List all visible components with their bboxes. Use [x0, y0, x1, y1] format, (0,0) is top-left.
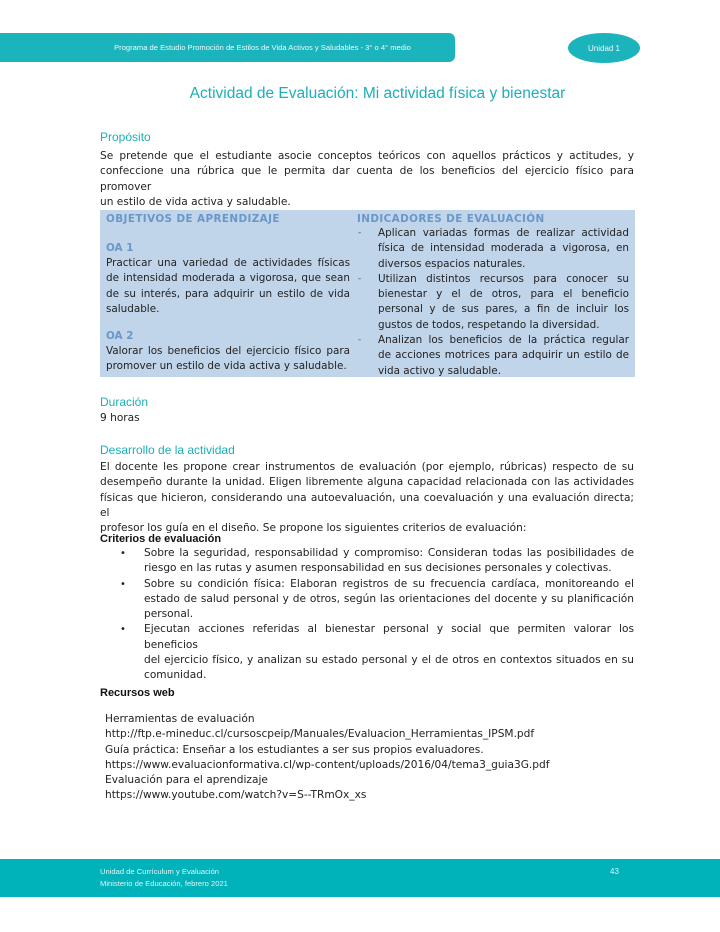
- text-line: estado de salud personal y de otros, según las orientaciones del docente y su planificación: [144, 592, 634, 605]
- criterios-list: [100, 546, 634, 684]
- proposito-text: [100, 149, 634, 210]
- desarrollo-heading: Desarrollo de la actividad: [100, 443, 235, 457]
- text-line: profesor los guía en el diseño. Se propone los siguientes criterios de evaluación:: [100, 522, 527, 535]
- proposito-heading: Propósito: [100, 130, 151, 144]
- criterion-item: [100, 546, 634, 577]
- bullet-icon: •: [120, 548, 126, 559]
- bullet-icon: •: [120, 624, 126, 636]
- oa-text: [106, 344, 350, 375]
- duracion-value: 9 horas: [100, 412, 140, 424]
- criterios-heading: Criterios de evaluación: [100, 533, 222, 545]
- text-line: Se pretende que el estudiante asocie conceptos teóricos con aquellos prácticos y actitudes, y: [100, 150, 634, 162]
- text-line: comunidad.: [144, 669, 207, 682]
- text-line: desempeño durante la unidad. Eligen libremente alguna capacidad relacionada con las actividades: [100, 476, 634, 489]
- indicator-item: [357, 226, 629, 272]
- duracion-heading: Duración: [100, 395, 149, 409]
- indicators-heading: INDICADORES DE EVALUACIÓN: [357, 213, 545, 225]
- footer-text: [100, 866, 228, 890]
- text-line: riesgo en las rutas y asumen responsabilidad en sus decisiones personales y colectivas.: [144, 562, 612, 575]
- desarrollo-text: [100, 460, 634, 536]
- footer-band: [0, 859, 720, 897]
- text-line: saludable.: [106, 302, 160, 315]
- text-line: Valorar los beneficios del ejercicio físico para: [106, 345, 350, 358]
- recursos-heading: Recursos web: [100, 687, 175, 699]
- text-line: del ejercicio físico, y analizan su estado personal y el de otros en contextos situados en su: [144, 654, 634, 667]
- text-line: físicas que hicieron, considerando una autoevaluación, una coevaluación y una evaluación directa; el: [100, 491, 634, 519]
- program-header-band: [0, 33, 455, 62]
- text-line: un estilo de vida activa y saludable.: [100, 195, 291, 208]
- resource-link[interactable]: http://ftp.e-mineduc.cl/cursoscpeip/Manuales/Evaluacion_Herramientas_IPSM.pdf: [105, 728, 535, 741]
- oa-label: OA 1: [106, 242, 134, 254]
- dash-marker: -: [358, 273, 362, 284]
- text-line: de acciones motrices para adquirir un estilo de: [378, 349, 629, 362]
- text-line: vida activo y saludable.: [378, 364, 501, 377]
- text-line: de su interés, para adquirir un estilo de vida: [106, 287, 350, 300]
- text-line: Sobre su condición física: Elaboran registros de su frecuencia cardíaca, monitoreando el: [144, 577, 634, 590]
- text-line: gustos de todos, respetando la diversidad.: [378, 318, 600, 331]
- program-title: Programa de Estudio Promoción de Estilos de Vida Activos y Saludables - 3° o 4° medio: [114, 43, 411, 52]
- text-line: El docente les propone crear instrumentos de evaluación (por ejemplo, rúbricas) respecto de su: [100, 461, 634, 473]
- text-line: Analizan los beneficios de la práctica regular: [378, 334, 629, 347]
- dash-marker: -: [358, 335, 362, 346]
- text-line: promover un estilo de vida activa y saludable.: [106, 360, 347, 373]
- resource-link[interactable]: https://www.evaluacionformativa.cl/wp-content/uploads/2016/04/tema3_guia3G.pdf: [105, 758, 550, 771]
- text-line: de intensidad moderada a vigorosa, que sean: [106, 272, 350, 285]
- text-line: bienestar y el de otros, para el beneficio: [378, 288, 629, 301]
- indicator-item: [357, 333, 629, 379]
- criterion-item: [100, 622, 634, 683]
- text-line: Aplican variadas formas de realizar actividad: [378, 227, 629, 239]
- bullet-icon: •: [120, 578, 126, 590]
- resource-title: Herramientas de evaluación: [105, 713, 255, 725]
- footer-line-ministry: Ministerio de Educación, febrero 2021: [100, 879, 228, 888]
- recursos-list: [105, 712, 549, 804]
- text-line: Ejecutan acciones referidas al bienestar personal y social que permiten valorar los beneficios: [144, 623, 634, 651]
- footer-line-unit: Unidad de Currículum y Evaluación: [100, 867, 220, 876]
- text-line: diversos espacios naturales.: [378, 257, 526, 270]
- resource-link[interactable]: https://www.youtube.com/watch?v=S--TRmOx_xs: [105, 789, 367, 802]
- dash-marker: -: [358, 228, 362, 238]
- page-number: 43: [610, 867, 619, 876]
- text-line: personal.: [144, 608, 194, 621]
- resource-title: Evaluación para el aprendizaje: [105, 774, 268, 787]
- text-line: Sobre la seguridad, responsabilidad y compromiso: Consideran todas las posibilidades de: [144, 547, 634, 559]
- text-line: personal y de sus pares, a fin de incluir los: [378, 303, 629, 316]
- objectives-column: [106, 212, 350, 375]
- text-line: Utilizan distintos recursos para conocer su: [378, 272, 629, 285]
- resource-title: Guía práctica: Enseñar a los estudiantes a ser sus propios evaluadores.: [105, 743, 484, 756]
- page-title: Actividad de Evaluación: Mi actividad física y bienestar: [189, 85, 566, 102]
- oa-label: OA 2: [106, 330, 134, 343]
- objectives-indicators-table: [100, 210, 635, 377]
- text-line: confeccione una rúbrica que le permita dar cuenta de los beneficios del ejercicio físico para promover: [100, 165, 634, 193]
- indicators-column: [357, 212, 629, 379]
- oa-text: [106, 256, 350, 317]
- criterion-item: [100, 577, 634, 623]
- unit-badge: Unidad 1: [568, 33, 640, 63]
- objectives-heading: OBJETIVOS DE APRENDIZAJE: [106, 213, 280, 225]
- text-line: física de intensidad moderada a vigorosa, en: [378, 242, 629, 255]
- text-line: Practicar una variedad de actividades físicas: [106, 257, 350, 269]
- indicator-item: [357, 272, 629, 333]
